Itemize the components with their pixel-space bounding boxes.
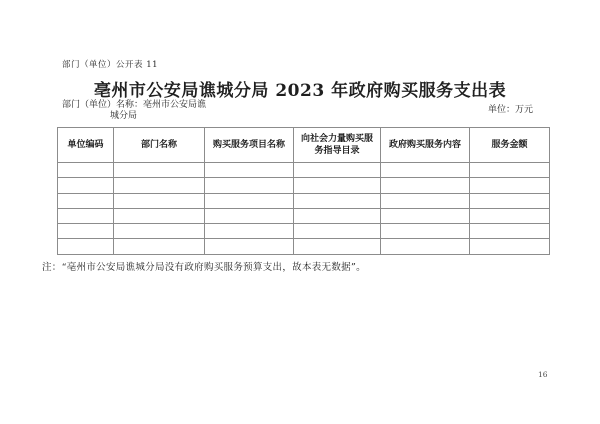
table-cell	[58, 239, 114, 254]
table-row	[58, 224, 550, 239]
table-cell	[205, 224, 294, 239]
table-cell	[381, 224, 470, 239]
table-cell	[470, 208, 550, 223]
table-cell	[58, 163, 114, 178]
table-cell	[381, 208, 470, 223]
table-cell	[294, 239, 381, 254]
table-header-cell: 购买服务项目名称	[205, 128, 294, 163]
table-cell	[294, 224, 381, 239]
table-cell	[205, 239, 294, 254]
table-header-cell: 部门名称	[114, 128, 205, 163]
table-cell	[470, 239, 550, 254]
table-cell	[114, 178, 205, 193]
unit-of-measure-label: 单位：万元	[487, 105, 533, 115]
page-number: 16	[538, 370, 548, 379]
table-cell	[470, 163, 550, 178]
table-cell	[294, 163, 381, 178]
table-body	[58, 163, 550, 255]
table-row	[58, 208, 550, 223]
page-title: 亳州市公安局谯城分局 2023 年政府购买服务支出表	[93, 81, 507, 101]
table-row	[58, 178, 550, 193]
table-cell	[381, 193, 470, 208]
department-name-label	[62, 100, 206, 122]
table-cell	[114, 224, 205, 239]
table-cell	[470, 193, 550, 208]
table-cell	[58, 224, 114, 239]
table-row	[58, 193, 550, 208]
table-row	[58, 163, 550, 178]
table-cell	[205, 178, 294, 193]
table-header-row	[58, 128, 550, 163]
table-cell	[58, 193, 114, 208]
table-cell	[294, 208, 381, 223]
table-header-cell: 单位编码	[58, 128, 114, 163]
purchase-service-table	[57, 127, 550, 255]
department-name-line1: 部门（单位）名称：亳州市公安局谯	[62, 100, 207, 110]
table-cell	[470, 224, 550, 239]
table-cell	[294, 193, 381, 208]
table-cell	[114, 208, 205, 223]
table-cell	[294, 178, 381, 193]
form-number-label: 部门（单位）公开表 11	[62, 60, 159, 70]
table-cell	[381, 163, 470, 178]
table-header-cell: 向社会力量购买服务指导目录	[294, 128, 381, 163]
table-cell	[114, 239, 205, 254]
table-cell	[114, 163, 205, 178]
table-cell	[205, 193, 294, 208]
table-cell	[205, 163, 294, 178]
table-cell	[58, 178, 114, 193]
table-cell	[470, 178, 550, 193]
table-cell	[381, 239, 470, 254]
table-cell	[114, 193, 205, 208]
table-header-cell: 政府购买服务内容	[381, 128, 470, 163]
table-row	[58, 239, 550, 254]
department-name-line2: 城分局	[110, 111, 138, 121]
table-cell	[205, 208, 294, 223]
table-cell	[381, 178, 470, 193]
table-header-cell: 服务金额	[470, 128, 550, 163]
table-cell	[58, 208, 114, 223]
footnote: 注：“亳州市公安局谯城分局没有政府购买服务预算支出，故本表无数据”。	[42, 262, 366, 273]
